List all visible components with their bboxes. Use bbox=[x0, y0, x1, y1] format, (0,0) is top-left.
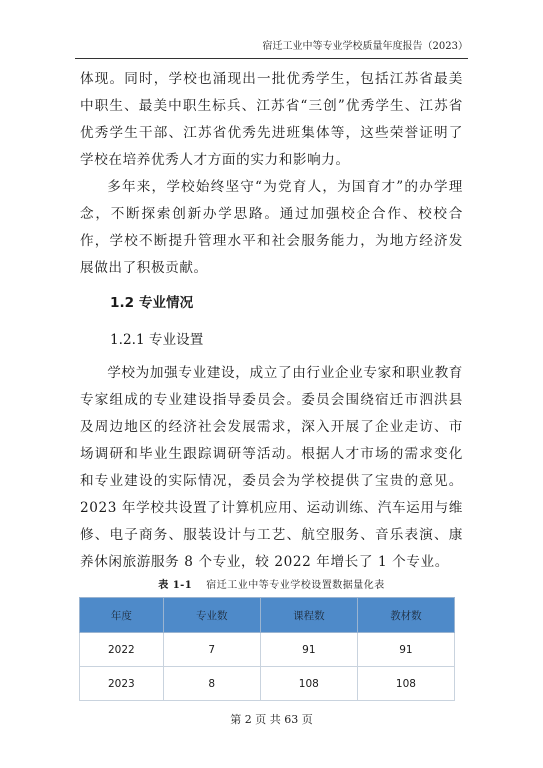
section-heading: 1.2 专业情况 bbox=[110, 295, 194, 311]
header-title: 宿迁工业中等专业学校质量年度报告（2023） bbox=[262, 41, 468, 52]
page-header bbox=[75, 38, 468, 59]
paragraph-major-setup: 学校为加强专业建设，成立了由行业企业专家和职业教育专家组成的专业建设指导委员会。委员会围绕宿迁市泗洪县及周边地区的经济社会发展需求，深入开展了企业走访、市场调研和毕业生跟踪调研等活动。根据人才市场的需求变化和专业建设的实际情况，委员会为学校提供了宝贵的意见。2023 年学校共设置了计算机应用、运动训练、汽车运用与维修、电子商务、服装设计与工艺、航空服务、音乐表演、康养休闲旅游服务 8 个专业，较 2022 年增长了 1 个专业。 bbox=[80, 365, 463, 570]
table-cell-year: 2022 bbox=[80, 633, 164, 667]
table-header-textbooks: 教材数 bbox=[357, 598, 454, 633]
table-cell-majors: 7 bbox=[163, 633, 260, 667]
table-cell-courses: 108 bbox=[260, 667, 357, 701]
page-number: 第 2 页 共 63 页 bbox=[230, 713, 313, 726]
table-caption-title: 宿迁工业中等专业学校设置数据量化表 bbox=[206, 580, 385, 591]
table-cell-courses: 91 bbox=[260, 633, 357, 667]
table-row bbox=[80, 633, 455, 667]
table-caption-label: 表 1-1 bbox=[158, 580, 193, 591]
paragraph-philosophy: 多年来，学校始终坚守“为党育人，为国育才”的办学理念，不断探索创新办学思路。通过加强校企合作、校校合作，学校不断提升管理水平和社会服务能力，为地方经济发展做出了积极贡献。 bbox=[80, 179, 463, 276]
table-row bbox=[80, 667, 455, 701]
table-caption bbox=[80, 578, 463, 594]
table-cell-textbooks: 108 bbox=[357, 667, 454, 701]
subsection-heading: 1.2.1 专业设置 bbox=[110, 332, 204, 348]
table-cell-textbooks: 91 bbox=[357, 633, 454, 667]
table-cell-majors: 8 bbox=[163, 667, 260, 701]
table-header-courses: 课程数 bbox=[260, 598, 357, 633]
table-header-year: 年度 bbox=[80, 598, 164, 633]
document-body bbox=[80, 66, 463, 701]
page-footer bbox=[0, 711, 543, 727]
major-stats-table bbox=[79, 597, 455, 701]
table-header-row bbox=[80, 598, 455, 633]
table-header-majors: 专业数 bbox=[163, 598, 260, 633]
paragraph-honors: 体现。同时，学校也涌现出一批优秀学生，包括江苏省最美中职生、最美中职生标兵、江苏省“三创”优秀学生、江苏省优秀学生干部、江苏省优秀先进班集体等，这些荣誉证明了学校在培养优秀人才方面的实力和影响力。 bbox=[80, 71, 463, 168]
table-cell-year: 2023 bbox=[80, 667, 164, 701]
